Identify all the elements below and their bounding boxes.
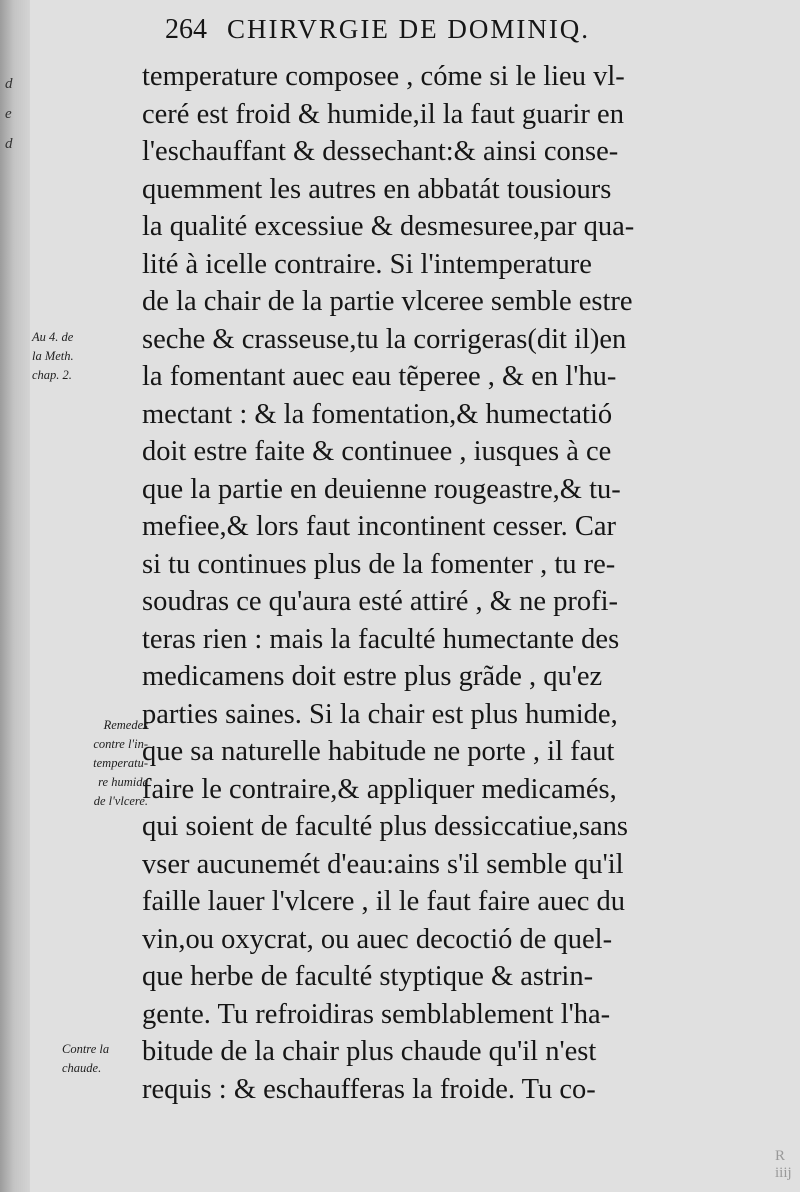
text-line: doit estre faite & continuee , iusques à ce xyxy=(142,436,612,467)
text-line: que sa naturelle habitude ne porte , il faut xyxy=(142,736,615,767)
margin-note-line: chap. 2. xyxy=(32,368,72,382)
margin-note-line: la Meth. xyxy=(32,349,74,363)
text-line: vser aucunemét d'eau:ains s'il semble qu'il xyxy=(142,848,624,880)
margin-note-meth xyxy=(32,328,74,385)
text-line: gente. Tu refroidiras semblablement l'ha- xyxy=(142,998,611,1030)
gutter-letter: d xyxy=(5,76,13,92)
body-text xyxy=(142,58,782,1108)
text-line: teras rien : mais la faculté humectante des xyxy=(142,623,620,655)
text-line: ceré est froid & humide,il la faut guarir en xyxy=(142,98,624,130)
text-line: si tu continues plus de la fomenter , tu re- xyxy=(142,548,616,580)
margin-note-line: contre l'in- xyxy=(93,737,148,751)
text-line: soudras ce qu'aura esté attiré , & ne profi- xyxy=(142,586,618,617)
text-line: que la partie en deuienne rougeastre,& tu- xyxy=(142,473,621,505)
margin-note-line: de l'vlcere. xyxy=(93,794,148,808)
gutter-letter: d xyxy=(5,136,13,152)
text-line: faille lauer l'vlcere , il le faut faire auec du xyxy=(142,886,626,917)
book-page xyxy=(30,0,800,1192)
margin-note-contre xyxy=(62,1040,109,1078)
text-line: la qualité excessiue & desmesuree,par qua- xyxy=(142,211,635,242)
text-line: de la chair de la partie vlceree semble estre xyxy=(142,286,633,317)
text-line: seche & crasseuse,tu la corrigeras(dit il)en xyxy=(142,323,627,355)
margin-note-line: chaude. xyxy=(62,1061,102,1075)
text-line: temperature composee , cóme si le lieu vl- xyxy=(142,61,625,92)
text-line: qui soient de faculté plus dessiccatiue,sans xyxy=(142,811,628,842)
binding-gutter xyxy=(0,0,30,1192)
margin-note-remedes xyxy=(30,716,148,811)
text-line: parties saines. Si la chair est plus humide, xyxy=(142,698,618,730)
text-line: mectant : & la fomentation,& humectatió xyxy=(142,398,613,430)
gutter-letter: e xyxy=(5,106,12,122)
text-line: lité à icelle contraire. Si l'intemperature xyxy=(142,248,592,280)
margin-note-line: Contre la xyxy=(62,1042,110,1056)
running-title: CHIRVRGIE DE DOMINIQ. xyxy=(227,14,591,44)
text-line: bitude de la chair plus chaude qu'il n'est xyxy=(142,1036,597,1067)
text-line: mefiee,& lors faut incontinent cesser. Car xyxy=(142,511,617,542)
text-line: que herbe de faculté styptique & astrin- xyxy=(142,961,594,992)
text-line: quemment les autres en abbatát tousiours xyxy=(142,173,612,205)
text-line: la fomentant auec eau tẽperee , & en l'hu- xyxy=(142,361,617,392)
page-number: 264 xyxy=(165,14,207,45)
margin-note-line: Remedes xyxy=(103,718,148,732)
text-line: medicamens doit estre plus grãde , qu'ez xyxy=(142,661,603,692)
margin-note-line: Au 4. de xyxy=(32,330,74,344)
text-line: l'eschauffant & dessechant:& ainsi conse- xyxy=(142,136,619,167)
text-line: requis : & eschaufferas la froide. Tu co- xyxy=(142,1073,596,1105)
text-line: vin,ou oxycrat, ou auec decoctió de quel- xyxy=(142,923,613,955)
margin-note-line: temperatu- xyxy=(93,756,148,770)
margin-note-line: re humide xyxy=(98,775,148,789)
page-header xyxy=(165,14,590,46)
text-line: faire le contraire,& appliquer medicamés, xyxy=(142,773,617,805)
signature-mark: R iiij xyxy=(775,1148,792,1181)
